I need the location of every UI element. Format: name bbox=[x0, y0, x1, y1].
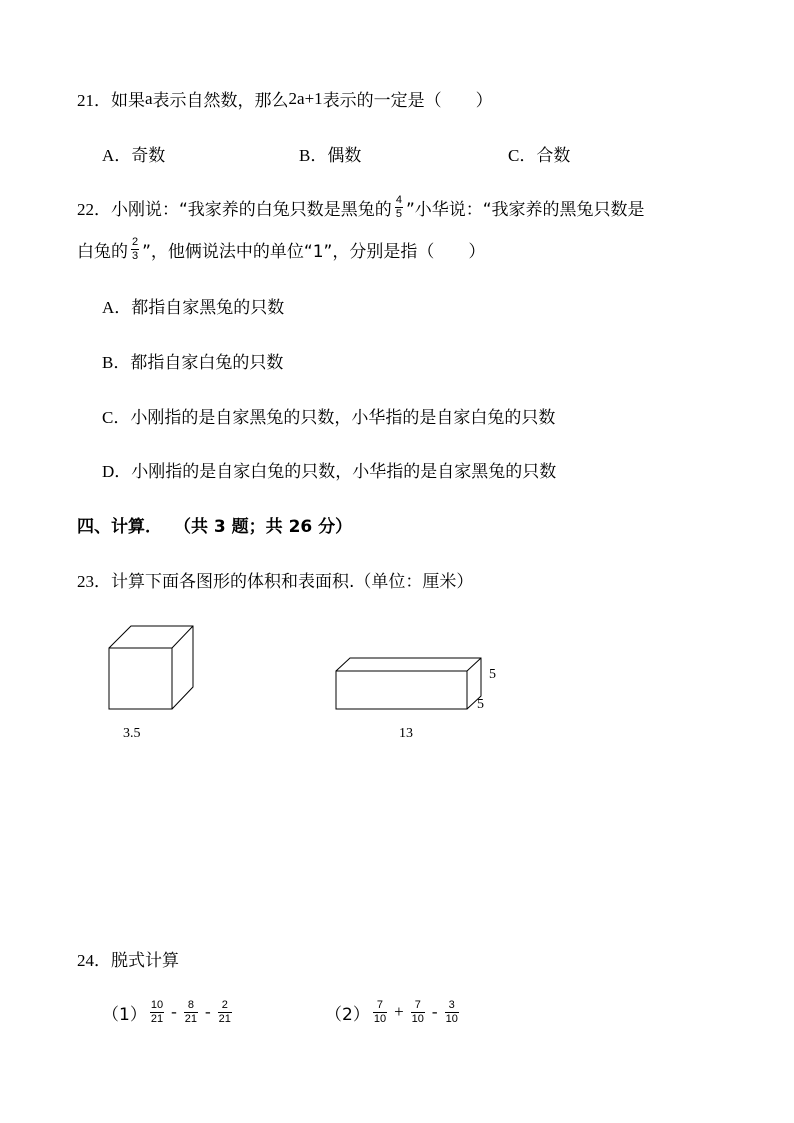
option-text: 都指自家黑兔的只数 bbox=[131, 298, 285, 318]
option-text: 合数 bbox=[536, 146, 571, 166]
section-info: （共 3 题；共 26 分） bbox=[174, 517, 353, 537]
option-label: C． bbox=[508, 146, 537, 165]
operator: - bbox=[431, 1002, 438, 1021]
option-label: D． bbox=[102, 462, 132, 481]
option-text: 偶数 bbox=[327, 146, 362, 166]
option-label: A． bbox=[102, 298, 132, 317]
q22-number: 22． bbox=[77, 199, 111, 219]
q21-expression: 2a+1 bbox=[288, 88, 323, 108]
q24-part-1 bbox=[102, 994, 235, 1030]
cube-figure bbox=[109, 626, 193, 709]
q22-text-4: ”，他俩说法中的单位“1”，分别是指（ ） bbox=[142, 241, 486, 262]
q21-text-b: 表示自然数，那么 bbox=[152, 91, 289, 111]
q22-text-2: ”小华说：“我家养的黑兔只数是 bbox=[405, 199, 645, 220]
q21-number: 21． bbox=[77, 91, 111, 110]
operator: - bbox=[205, 1002, 211, 1021]
option-label: A． bbox=[102, 146, 132, 165]
q21-var: a bbox=[145, 88, 153, 108]
fraction-denominator: 21 bbox=[184, 1012, 197, 1025]
fraction-denominator: 21 bbox=[150, 1012, 164, 1025]
q24-part-2 bbox=[325, 994, 462, 1030]
cuboid-top-right-edge bbox=[467, 658, 481, 671]
q23-number: 23． bbox=[77, 572, 111, 591]
cuboid-length-label: 13 bbox=[399, 726, 413, 741]
fraction-numerator: 7 bbox=[376, 998, 384, 1011]
option-text: 都指自家白兔的只数 bbox=[130, 353, 284, 373]
fraction-denominator: 10 bbox=[373, 1012, 387, 1025]
q22-text-1: 小刚说：“我家养的白兔只数是黑兔的 bbox=[111, 199, 392, 220]
option-text: 奇数 bbox=[131, 146, 166, 166]
q22-text-3: 白兔的 bbox=[77, 241, 128, 262]
cube-back-edges bbox=[109, 626, 193, 709]
fraction-denominator: 10 bbox=[411, 1012, 424, 1025]
fraction-numerator: 2 bbox=[221, 998, 228, 1011]
fraction-denominator: 3 bbox=[132, 249, 139, 262]
operator: + bbox=[394, 1002, 404, 1021]
part-label: （2） bbox=[325, 1004, 370, 1025]
option-label: B． bbox=[102, 353, 131, 372]
option-label: C． bbox=[102, 408, 131, 427]
q24-text: 脱式计算 bbox=[111, 951, 179, 971]
q24-stem bbox=[77, 946, 179, 971]
cube-front-face bbox=[109, 648, 172, 709]
fraction-numerator: 4 bbox=[395, 193, 402, 206]
cuboid-height-label: 5 bbox=[489, 667, 496, 682]
fraction bbox=[150, 1000, 164, 1025]
section-title: 四、计算． bbox=[77, 517, 162, 537]
fraction bbox=[411, 1000, 425, 1025]
operator: - bbox=[171, 1002, 177, 1021]
option-label: B． bbox=[299, 146, 328, 165]
cuboid-figure bbox=[336, 658, 481, 709]
part-label: （1） bbox=[102, 1004, 147, 1025]
q24-number: 24． bbox=[77, 951, 111, 970]
fraction-numerator: 10 bbox=[150, 998, 164, 1011]
q23-text: 计算下面各图形的体积和表面积.（单位：厘米） bbox=[111, 572, 474, 592]
fraction-numerator: 3 bbox=[448, 998, 455, 1011]
option-text: 小刚指的是自家黑兔的只数，小华指的是自家白兔的只数 bbox=[130, 408, 556, 428]
fraction-numerator: 7 bbox=[414, 998, 421, 1011]
cuboid-front-face bbox=[336, 671, 467, 709]
fraction-numerator: 2 bbox=[132, 235, 139, 248]
fraction-denominator: 5 bbox=[395, 207, 402, 220]
option-text: 小刚指的是自家白兔的只数，小华指的是自家黑兔的只数 bbox=[131, 462, 557, 482]
fraction-denominator: 21 bbox=[218, 1012, 231, 1025]
cube-top-right-edge bbox=[172, 626, 193, 648]
q21-text-a: 如果 bbox=[111, 91, 145, 111]
q21-text-c: 表示的一定是（ ） bbox=[322, 91, 493, 111]
fraction bbox=[184, 1000, 198, 1025]
cuboid-width-label: 5 bbox=[477, 697, 484, 712]
fraction-denominator: 10 bbox=[445, 1012, 458, 1025]
fraction bbox=[218, 1000, 232, 1025]
cube-edge-label: 3.5 bbox=[123, 726, 141, 741]
fraction-numerator: 8 bbox=[187, 998, 194, 1011]
cuboid-back-edges bbox=[336, 658, 481, 709]
fraction bbox=[373, 1000, 387, 1025]
fraction bbox=[445, 1000, 459, 1025]
